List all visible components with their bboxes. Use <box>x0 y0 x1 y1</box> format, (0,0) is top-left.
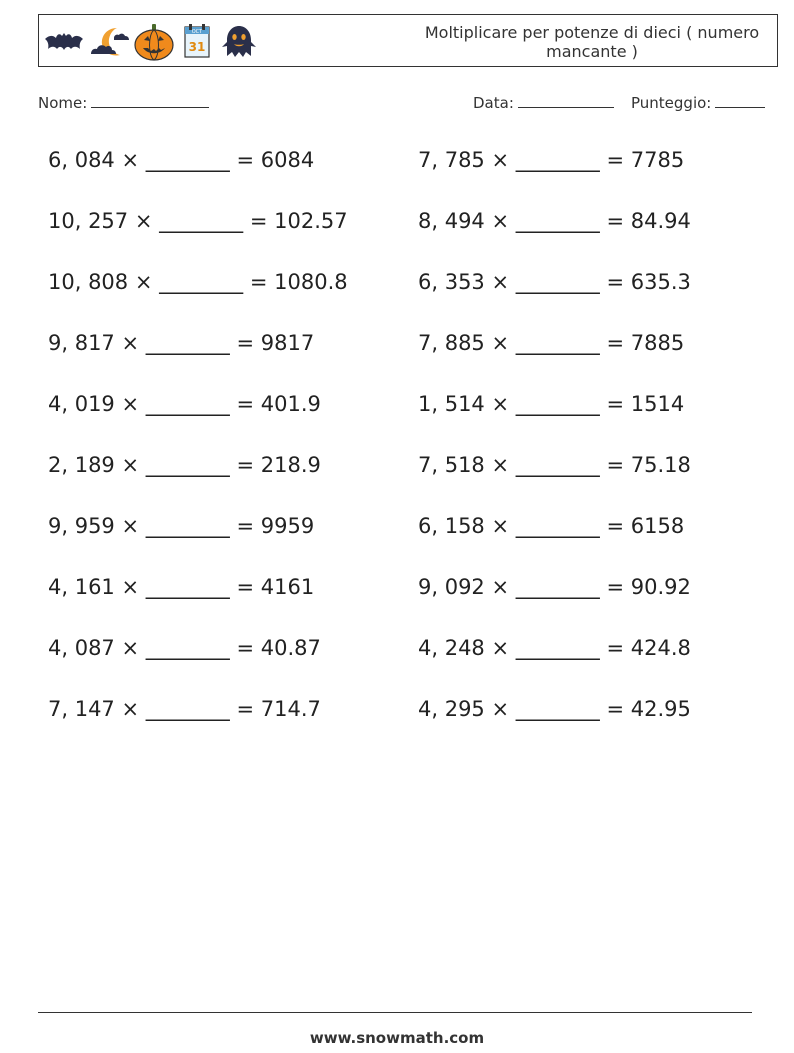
answer-blank: ________ <box>145 331 230 355</box>
factor: 1, 514 <box>418 392 485 416</box>
factor: 7, 147 <box>48 697 115 721</box>
product: 218.9 <box>260 453 321 477</box>
factor: 8, 494 <box>418 209 485 233</box>
times-sign: × <box>121 453 140 477</box>
footer-divider <box>38 1012 752 1013</box>
answer-blank: ________ <box>145 575 230 599</box>
equals-sign: = <box>606 392 625 416</box>
product: 6084 <box>260 148 315 172</box>
product: 84.94 <box>630 209 691 233</box>
score-label: Punteggio: <box>631 94 712 112</box>
factor: 7, 785 <box>418 148 485 172</box>
product: 42.95 <box>630 697 691 721</box>
times-sign: × <box>121 575 140 599</box>
bat-icon <box>43 27 85 57</box>
equals-sign: = <box>606 697 625 721</box>
times-sign: × <box>491 392 510 416</box>
problem-left-7 <box>48 514 314 538</box>
times-sign: × <box>491 331 510 355</box>
answer-blank: ________ <box>145 148 230 172</box>
answer-blank: ________ <box>145 453 230 477</box>
problem-left-4 <box>48 331 314 355</box>
times-sign: × <box>491 148 510 172</box>
name-label: Nome: <box>38 94 88 112</box>
product: 401.9 <box>260 392 321 416</box>
times-sign: × <box>134 209 153 233</box>
equals-sign: = <box>236 697 255 721</box>
date-blank <box>518 93 614 108</box>
product: 90.92 <box>630 575 691 599</box>
factor: 4, 087 <box>48 636 115 660</box>
problem-right-1 <box>418 148 684 172</box>
equals-sign: = <box>606 453 625 477</box>
times-sign: × <box>121 514 140 538</box>
product: 424.8 <box>630 636 691 660</box>
footer-url: www.snowmath.com <box>309 1029 485 1047</box>
worksheet-header <box>38 14 778 67</box>
equals-sign: = <box>236 148 255 172</box>
answer-blank: ________ <box>515 514 600 538</box>
product: 40.87 <box>260 636 321 660</box>
product: 1514 <box>630 392 685 416</box>
answer-blank: ________ <box>515 148 600 172</box>
answer-blank: ________ <box>145 514 230 538</box>
ghost-icon <box>219 22 259 62</box>
equals-sign: = <box>606 636 625 660</box>
problem-left-9 <box>48 636 321 660</box>
times-sign: × <box>121 148 140 172</box>
times-sign: × <box>121 331 140 355</box>
product: 102.57 <box>274 209 348 233</box>
times-sign: × <box>491 209 510 233</box>
calendar-month: OCT <box>191 29 203 35</box>
date-field <box>473 93 614 112</box>
product: 7785 <box>630 148 685 172</box>
factor: 4, 248 <box>418 636 485 660</box>
product: 1080.8 <box>274 270 348 294</box>
answer-blank: ________ <box>159 209 244 233</box>
calendar-day: 31 <box>188 40 206 54</box>
answer-blank: ________ <box>515 575 600 599</box>
equals-sign: = <box>606 209 625 233</box>
answer-blank: ________ <box>515 270 600 294</box>
problem-right-4 <box>418 331 684 355</box>
worksheet-title: Moltiplicare per potenze di dieci ( numero mancante ) <box>424 23 760 61</box>
product: 635.3 <box>630 270 691 294</box>
factor: 2, 189 <box>48 453 115 477</box>
problem-right-7 <box>418 514 684 538</box>
problem-right-6 <box>418 453 691 477</box>
factor: 6, 158 <box>418 514 485 538</box>
times-sign: × <box>491 514 510 538</box>
factor: 4, 019 <box>48 392 115 416</box>
moon-cloud-icon <box>87 24 131 60</box>
factor: 6, 084 <box>48 148 115 172</box>
product: 714.7 <box>260 697 321 721</box>
times-sign: × <box>491 453 510 477</box>
score-field <box>631 93 765 112</box>
times-sign: × <box>491 270 510 294</box>
name-blank <box>91 93 209 108</box>
times-sign: × <box>121 697 140 721</box>
answer-blank: ________ <box>145 636 230 660</box>
product: 6158 <box>630 514 685 538</box>
problem-right-3 <box>418 270 691 294</box>
problem-left-5 <box>48 392 321 416</box>
times-sign: × <box>491 697 510 721</box>
problem-right-2 <box>418 209 691 233</box>
equals-sign: = <box>606 514 625 538</box>
equals-sign: = <box>236 636 255 660</box>
factor: 10, 257 <box>48 209 129 233</box>
equals-sign: = <box>236 453 255 477</box>
date-label: Data: <box>473 94 514 112</box>
equals-sign: = <box>236 514 255 538</box>
problem-right-10 <box>418 697 691 721</box>
problem-left-2 <box>48 209 348 233</box>
problem-left-6 <box>48 453 321 477</box>
answer-blank: ________ <box>145 697 230 721</box>
product: 4161 <box>260 575 315 599</box>
answer-blank: ________ <box>515 209 600 233</box>
equals-sign: = <box>236 392 255 416</box>
equals-sign: = <box>236 575 255 599</box>
times-sign: × <box>491 636 510 660</box>
factor: 9, 959 <box>48 514 115 538</box>
header-icons <box>43 21 259 63</box>
equals-sign: = <box>606 148 625 172</box>
product: 9959 <box>260 514 315 538</box>
equals-sign: = <box>606 331 625 355</box>
product: 7885 <box>630 331 685 355</box>
answer-blank: ________ <box>515 331 600 355</box>
product: 9817 <box>260 331 315 355</box>
pumpkin-icon <box>133 22 175 62</box>
equals-sign: = <box>606 270 625 294</box>
problem-right-5 <box>418 392 684 416</box>
equals-sign: = <box>249 209 268 233</box>
problem-left-8 <box>48 575 314 599</box>
problem-right-9 <box>418 636 691 660</box>
problem-left-3 <box>48 270 348 294</box>
problem-left-1 <box>48 148 314 172</box>
factor: 6, 353 <box>418 270 485 294</box>
times-sign: × <box>491 575 510 599</box>
equals-sign: = <box>249 270 268 294</box>
equals-sign: = <box>606 575 625 599</box>
answer-blank: ________ <box>515 697 600 721</box>
answer-blank: ________ <box>515 392 600 416</box>
factor: 7, 885 <box>418 331 485 355</box>
name-field <box>38 93 209 112</box>
score-blank <box>715 93 765 108</box>
times-sign: × <box>134 270 153 294</box>
equals-sign: = <box>236 331 255 355</box>
answer-blank: ________ <box>515 636 600 660</box>
factor: 9, 092 <box>418 575 485 599</box>
problem-right-8 <box>418 575 691 599</box>
answer-blank: ________ <box>159 270 244 294</box>
factor: 7, 518 <box>418 453 485 477</box>
answer-blank: ________ <box>145 392 230 416</box>
factor: 4, 161 <box>48 575 115 599</box>
problem-left-10 <box>48 697 321 721</box>
factor: 10, 808 <box>48 270 129 294</box>
times-sign: × <box>121 636 140 660</box>
times-sign: × <box>121 392 140 416</box>
product: 75.18 <box>630 453 691 477</box>
factor: 9, 817 <box>48 331 115 355</box>
answer-blank: ________ <box>515 453 600 477</box>
calendar-icon <box>177 22 217 62</box>
factor: 4, 295 <box>418 697 485 721</box>
